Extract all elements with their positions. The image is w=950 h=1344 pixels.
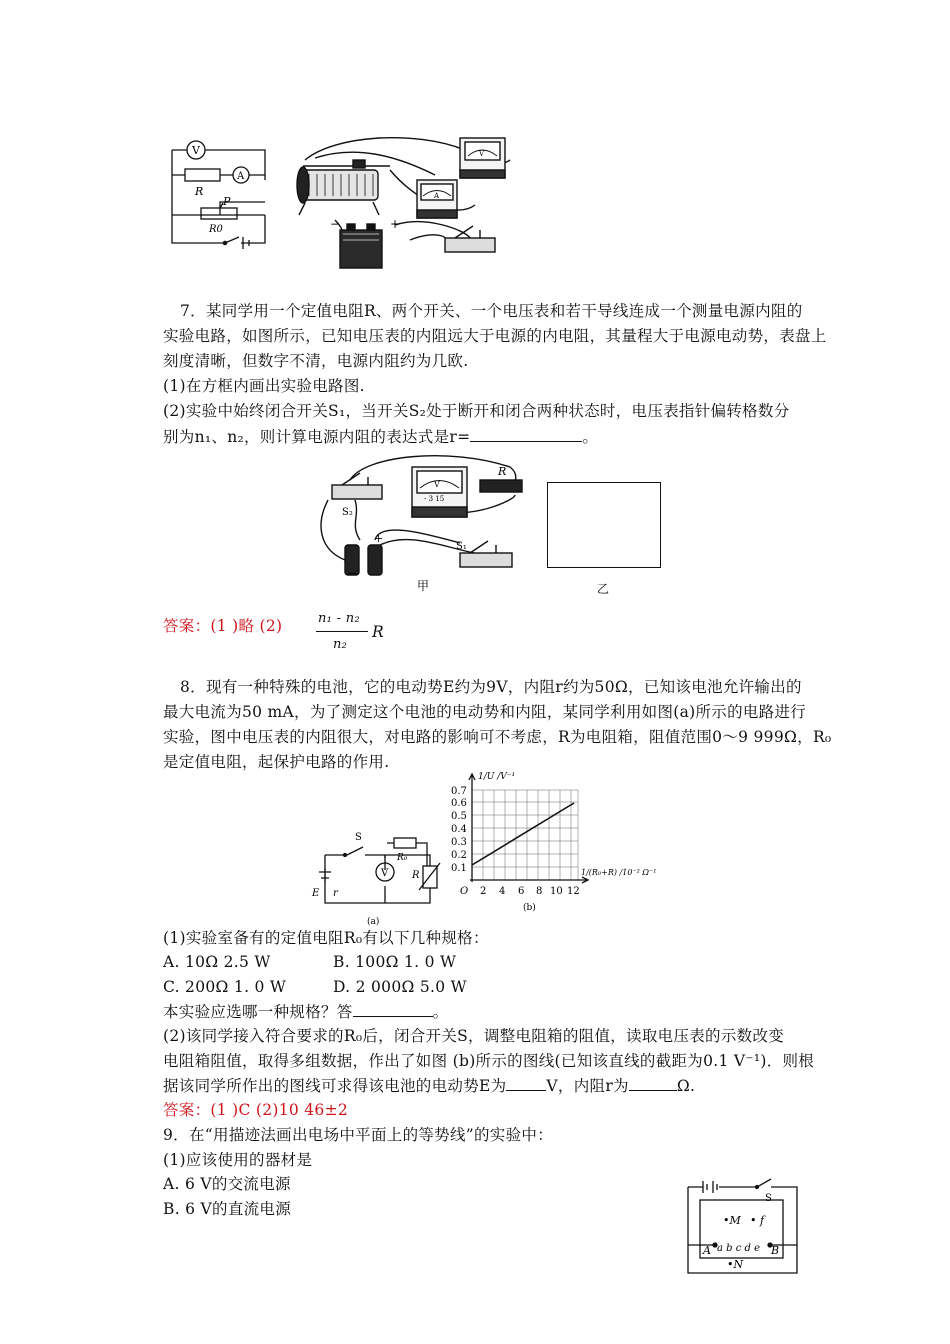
q8-sub-2-line-2: 电阻箱阻值，取得多组数据，作出了如图 (b)所示的图线(已知该直线的截距为0.1 V⁻¹)．则根 — [163, 1052, 815, 1070]
resistor-r-label: R — [195, 185, 204, 198]
x-tick-2: 2 — [480, 886, 487, 897]
jia-resistor-label: R — [498, 465, 507, 478]
svg-text:+: + — [390, 217, 401, 231]
q7-sub-2-line-1: (2)实验中始终闭合开关S₁，当开关S₂处于断开和闭合两种状态时，电压表指针偏转格数分 — [163, 402, 790, 420]
q8-sub-1: (1)实验室备有的定值电阻R₀有以下几种规格： — [163, 929, 489, 947]
q9-option-a[interactable]: A. 6 V的交流电源 — [163, 1175, 291, 1193]
q7-figure-jia — [320, 455, 535, 593]
q9-point-n: •N — [727, 1258, 744, 1271]
q7-answer-denominator: n₂ — [333, 637, 348, 652]
fig-a-r0-label: R₀ — [397, 853, 408, 863]
fig-a-switch-label: S — [355, 832, 362, 843]
q9-electrode-b: B — [771, 1244, 780, 1257]
q7-line-2: 实验电路，如图所示，已知电压表的内阻远大于电源的内电阻，其量程大于电源电动势，表盘上 — [163, 327, 827, 345]
slider-p-label: P — [223, 195, 231, 208]
x-tick-4: 4 — [499, 886, 506, 897]
q8-line-4: 是定值电阻，起保护电路的作用. — [163, 753, 390, 771]
svg-text:+: + — [374, 532, 384, 545]
y-tick-0.4: 0.4 — [451, 824, 467, 835]
y-tick-0.5: 0.5 — [451, 811, 467, 822]
q9-point-m: •M — [723, 1214, 741, 1227]
jia-voltmeter-label: V — [434, 480, 440, 489]
y-tick-0.6: 0.6 — [451, 798, 467, 809]
graph-y-label: 1/U /V⁻¹ — [478, 772, 516, 782]
q7-answer-blank[interactable] — [470, 426, 582, 442]
q7-sub-1: (1)在方框内画出实验电路图. — [163, 377, 365, 395]
graph-grid — [472, 790, 578, 880]
q8-figure-b-graph — [438, 770, 663, 915]
ammeter-face-label: A — [434, 192, 440, 200]
q9-option-b[interactable]: B. 6 V的直流电源 — [163, 1200, 292, 1218]
x-tick-10: 10 — [550, 886, 563, 897]
q7-sub-2-text: 别为n₁、n₂，则计算电源内阻的表达式是r= — [163, 428, 471, 446]
x-tick-12: 12 — [567, 886, 580, 897]
fig-a-caption: (a) — [367, 917, 380, 927]
graph-origin: O — [460, 886, 469, 897]
q9-points-abcde: a b c d e — [717, 1243, 760, 1254]
q8-figure-a-circuit — [312, 830, 440, 927]
voltmeter-face-label: V — [479, 150, 485, 158]
q8-line-1: 8．现有一种特殊的电池，它的电动势E约为9V，内阻r约为50Ω，已知该电池允许输出的 — [180, 678, 802, 696]
q8-answer: 答案：(1 )C (2)10 46±2 — [163, 1101, 349, 1119]
q9-figure — [685, 1175, 800, 1280]
jia-switch-s2-label: S₂ — [342, 507, 353, 518]
graph-x-label: 1/(R₀+R) /10⁻² Ω⁻¹ — [581, 868, 657, 877]
fig-b-caption: (b) — [523, 903, 536, 913]
q7-answer-prefix: 答案：(1 )略 (2) — [163, 617, 283, 635]
q8-emf-blank[interactable] — [506, 1075, 546, 1091]
y-tick-0.2: 0.2 — [451, 850, 467, 861]
q7-answer-numerator: n₁ - n₂ — [318, 611, 360, 626]
q7-sub-2-line-2: 别为n₁、n₂，则计算电源内阻的表达式是r= 。 — [163, 428, 599, 446]
q9-point-f: • f — [750, 1214, 765, 1227]
fig-a-r-label: R — [412, 870, 420, 881]
figure-jia-caption: 甲 — [417, 579, 430, 593]
fig-a-internal-r-label: r — [333, 888, 338, 899]
graph-x-axis — [470, 877, 588, 883]
fig-a-voltmeter-label: V — [381, 868, 389, 879]
q9-switch-label: S — [765, 1193, 772, 1204]
graph-data-line — [472, 803, 574, 865]
ammeter-symbol: A — [237, 171, 245, 182]
q9-sub-1: (1)应该使用的器材是 — [163, 1151, 313, 1169]
q7-answer-r: R — [372, 623, 384, 641]
q8-sub-2-line-1: (2)该同学接入符合要求的R₀后，闭合开关S，调整电阻箱的阻值，读取电压表的示数改变 — [163, 1027, 785, 1045]
y-tick-0.3: 0.3 — [451, 837, 467, 848]
jia-voltmeter-scale: - 3 15 — [424, 495, 445, 503]
x-tick-8: 8 — [536, 886, 543, 897]
figure-yi-caption: 乙 — [597, 582, 610, 596]
q8-option-d[interactable]: D. 2 000Ω 5.0 W — [333, 978, 467, 996]
q8-resistance-blank[interactable] — [629, 1075, 677, 1091]
q8-option-a[interactable]: A. 10Ω 2.5 W — [163, 953, 271, 971]
q9-line-1: 9．在“用描迹法画出电场中平面上的等势线”的实验中： — [163, 1126, 554, 1144]
q8-sub-2-line-3: 据该同学所作出的图线可求得该电池的电动势E为 V，内阻r为 Ω. — [163, 1077, 696, 1095]
fig-a-emf-label: E — [312, 888, 320, 899]
q8-choice-blank[interactable] — [353, 1001, 433, 1017]
q9-electrode-a: A — [703, 1244, 711, 1257]
y-tick-0.7: 0.7 — [451, 786, 467, 797]
q7-answer — [163, 614, 282, 638]
q7-figure-yi-box[interactable] — [547, 482, 661, 568]
voltmeter-symbol: V — [192, 144, 200, 157]
q8-line-3: 实验，图中电压表的内阻很大，对电路的影响可不考虑，R为电阻箱，阻值范围0～9 999Ω，R₀ — [163, 728, 832, 746]
top-circuit-diagram — [165, 140, 275, 250]
y-tick-0.1: 0.1 — [451, 863, 467, 874]
x-tick-6: 6 — [518, 886, 525, 897]
q8-option-c[interactable]: C. 200Ω 1. 0 W — [163, 978, 287, 996]
top-apparatus-illustration — [295, 130, 520, 275]
q8-option-b[interactable]: B. 100Ω 1. 0 W — [333, 953, 457, 971]
resistor-r0-label: R0 — [209, 224, 223, 235]
q7-line-1: 7．某同学用一个定值电阻R、两个开关、一个电压表和若干导线连成一个测量电源内阻的 — [180, 302, 803, 320]
svg-text:−: − — [330, 217, 341, 231]
svg-text:−: − — [348, 567, 358, 580]
q7-answer-fraction-bar — [316, 631, 368, 632]
q7-line-3: 刻度清晰，但数字不清，电源内阻约为几欧. — [163, 352, 469, 370]
q8-ask: 本实验应选哪一种规格？答 。 — [163, 1003, 449, 1021]
jia-switch-s1-label: S₁ — [456, 541, 467, 552]
q8-line-2: 最大电流为50 mA，为了测定这个电池的电动势和内阻，某同学利用如图(a)所示的电路进行 — [163, 703, 807, 721]
